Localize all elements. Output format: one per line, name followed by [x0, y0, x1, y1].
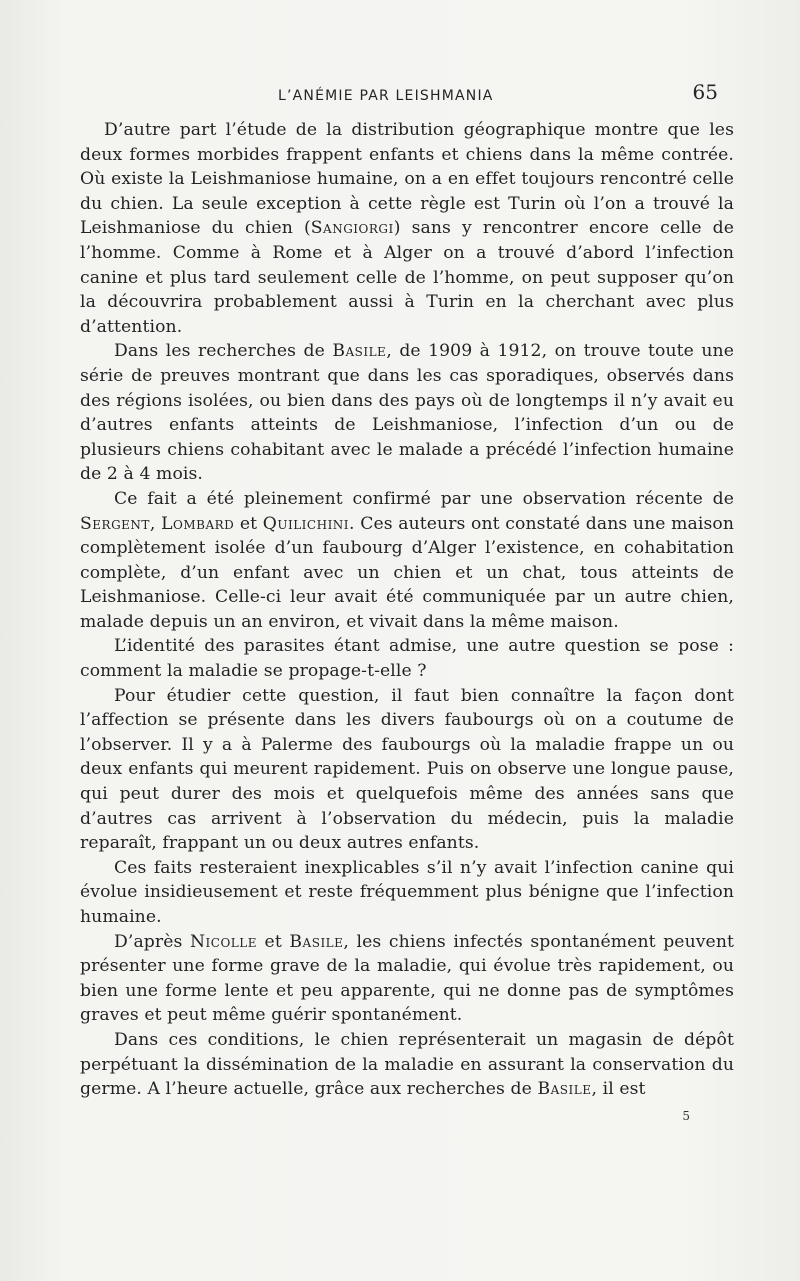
- author-name: Basile: [289, 931, 344, 952]
- paragraph-8: Dans ces conditions, le chien représenterait un magasin de dépôt perpétuant la dissémination de la maladie en assurant la conservation du germe. A l’heure actuelle, grâce aux recherches de Basile, il est: [80, 1029, 734, 1100]
- paragraph-1: D’autre part l’étude de la distribution géographique montre que les deux formes morbides frappent enfants et chiens dans la même contrée. Où existe la Leishmaniose humaine, on a en effet toujours rencontré celle du chien. La seule exception à cette règle est Turin où l’on a trouvé la Leishmaniose du chien (Sangiorgi) sans y rencontrer encore celle de l’homme. Comme à Rome et à Alger on a trouvé d’abord l’infection canine et plus tard seulement celle de l’homme, on peut supposer qu’on la découvrira probablement aussi à Turin en la cherchant avec plus d’attention.: [80, 120, 735, 337]
- author-name: Lombard: [161, 513, 235, 534]
- paragraph-3: Ce fait a été pleinement confirmé par une observation récente de Sergent, Lombard et Quilichini. Ces auteurs ont constaté dans une maison complètement isolée d’un faubourg d’Alger l’existence, en cohabitation complète, d’un enfant avec un chien et un chat, tous atteints de Leishmaniose. Celle-ci leur avait été communiquée par un autre chien, malade depuis un an environ, et vivait dans la même maison.: [80, 488, 734, 632]
- body-text: [80, 118, 734, 1102]
- running-title: L’ANÉMIE PAR LEISHMANIA: [278, 88, 494, 104]
- paragraph-6: Ces faits resteraient inexplicables s’il n’y avait l’infection canine qui évolue insidieusement et reste fréquemment plus bénigne que l’infection humaine.: [80, 857, 734, 927]
- author-name: Sergent: [80, 513, 150, 534]
- page-header: [100, 80, 722, 110]
- author-name: Sangiorgi: [310, 218, 394, 239]
- author-name: Basile: [332, 341, 387, 362]
- paragraph-4: L’identité des parasites étant admise, une autre question se pose : comment la maladie se propage-t-elle ?: [80, 636, 734, 682]
- paragraph-7: D’après Nicolle et Basile, les chiens infectés spontanément peuvent présenter une forme grave de la maladie, qui évolue très rapidement, ou bien une forme lente et peu apparente, qui ne donne pas de symptômes graves et peut même guérir spontanément.: [80, 931, 735, 1026]
- paragraph-5: Pour étudier cette question, il faut bien connaître la façon dont l’affection se présente dans les divers faubourgs où on a coutume de l’observer. Il y a à Palerme des faubourgs où la maladie frappe un ou deux enfants qui meurent rapidement. Puis on observe une longue pause, qui peut durer des mois et quelquefois même des années sans que d’autres cas arrivent à l’observation du médecin, puis la maladie reparaît, frappant un ou deux autres enfants.: [80, 685, 734, 854]
- author-name: Quilichini: [262, 513, 350, 534]
- author-name: Nicolle: [189, 931, 257, 952]
- paragraph-2: Dans les recherches de Basile, de 1909 à 1912, on trouve toute une série de preuves montrant que dans les cas sporadiques, observés dans des régions isolées, ou bien dans des pays où de longtemps il n’y avait eu d’autres enfants atteints de Leishmaniose, l’infection d’un ou de plusieurs chiens cohabitant avec le malade a précédé l’infection humaine de 2 à 4 mois.: [80, 341, 734, 485]
- signature-mark: 5: [682, 1109, 690, 1123]
- author-name: Basile: [537, 1079, 592, 1100]
- page-number: 65: [692, 80, 718, 104]
